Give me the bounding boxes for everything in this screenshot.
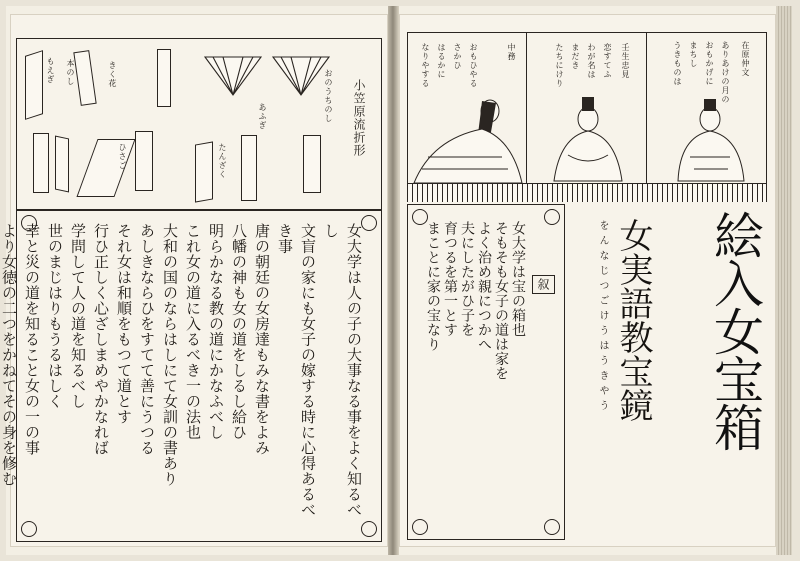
text-line: 育つるを第一とす <box>442 221 458 337</box>
corner-ornament <box>544 209 560 225</box>
fan-shapes <box>203 51 333 97</box>
text-line: 八幡の神も女の道をしるし給ひ <box>230 223 248 440</box>
text-line: 大和の国のならはしにて女訓の書あり <box>161 223 179 487</box>
page-edges <box>776 6 792 555</box>
panel-divider <box>526 33 527 183</box>
book-gutter <box>388 6 399 555</box>
fold-label: 本のし <box>66 59 75 86</box>
panel-divider <box>646 33 647 183</box>
poet-figure <box>548 97 628 181</box>
diagram-title: 小笠原流折形 <box>352 79 366 157</box>
text-line: それ女は和順をもつて道とす <box>115 223 133 425</box>
fold-label: きく花 <box>108 61 117 88</box>
text-line: 夫にしたがひ子を <box>459 221 475 337</box>
poet-name: 中務 <box>507 43 516 61</box>
text-line: 女大学は人の子の大事なる事をよく知るべし <box>322 223 363 518</box>
preface-text-panel <box>407 204 565 540</box>
text-line: 文盲の家にも女子の嫁する時に心得あるべき事 <box>276 223 317 518</box>
fold-label: たんざく <box>218 143 227 179</box>
text-line: 学問して人の道を知るべし <box>69 223 87 409</box>
right-page <box>399 14 776 547</box>
poem-line: まだき <box>571 43 580 70</box>
fold-shape <box>241 135 257 201</box>
fold-shape <box>195 141 213 202</box>
fold-shape <box>73 50 96 106</box>
section-mark: 叙 <box>532 275 555 294</box>
poem-line: はるかに <box>437 43 446 79</box>
fold-shape <box>25 50 43 120</box>
text-line: 幸と災の道を知ること女の一の事 <box>23 223 41 456</box>
fold-label: あふぎ <box>258 103 267 130</box>
text-line: 明らかなる教の道にかなふべし <box>207 223 225 440</box>
poem-line: さかひ <box>453 43 462 70</box>
fold-shape <box>157 49 171 107</box>
left-body-text <box>0 223 365 527</box>
text-line: 行ひ正しく心ざしまめやかなれば <box>92 223 110 456</box>
preface-body-text <box>422 221 526 521</box>
main-title: 絵入女宝箱 <box>706 210 764 450</box>
fold-label: ひさご <box>118 143 127 170</box>
poem-line: 恋すてふ <box>603 43 612 79</box>
title-ruby: をんなじつごけうはうきやう <box>597 220 608 415</box>
fold-shape <box>55 136 69 193</box>
poet-name: 壬生忠見 <box>621 43 630 79</box>
text-line: よく治め親につかへ <box>476 221 492 352</box>
folding-diagram-panel <box>16 38 382 210</box>
poem-line: たちにけり <box>555 43 564 88</box>
left-page <box>0 14 388 547</box>
poem-line: なりやする <box>421 43 430 88</box>
fold-shape <box>135 131 153 191</box>
poem-line: おもかげに <box>705 41 714 86</box>
floor-pattern <box>408 183 766 202</box>
corner-ornament <box>412 519 428 535</box>
text-line: より女徳の二つをかねてその身を修む <box>0 223 18 487</box>
poem-line: わが名は <box>587 43 596 79</box>
fold-label: もえぎ <box>46 57 55 84</box>
fold-shape <box>33 133 49 193</box>
fold-shape <box>303 135 321 193</box>
poem-line: まちし <box>689 41 698 68</box>
sub-title: 女実語教宝鏡 <box>613 218 653 422</box>
poet-figure <box>670 97 750 181</box>
poet-figure <box>412 89 524 183</box>
corner-ornament <box>544 519 560 535</box>
poem-line: ありあけの月の <box>721 41 730 104</box>
text-line: まことに家の宝なり <box>425 221 441 352</box>
poet-portraits-panel <box>407 32 767 202</box>
left-text-panel <box>0 210 382 542</box>
fold-label: おのうちのし <box>324 69 333 123</box>
text-line: 女大学は宝の箱也 <box>510 221 526 337</box>
poet-name: 在原仲文 <box>741 41 750 77</box>
text-line: 唐の朝廷の女房達もみな書をよみ <box>253 223 271 456</box>
text-line: あしきならひをすてて善にうつる <box>138 223 156 456</box>
poem-line: おもひやる <box>469 43 478 88</box>
text-line: 世のまじはりもうるはしく <box>46 223 64 409</box>
book-spread <box>0 6 792 555</box>
poem-line: うきものは <box>673 41 682 86</box>
text-line: これ女の道に入るべき一の法也 <box>184 223 202 440</box>
text-line: そもそも女子の道は家を <box>493 221 509 381</box>
